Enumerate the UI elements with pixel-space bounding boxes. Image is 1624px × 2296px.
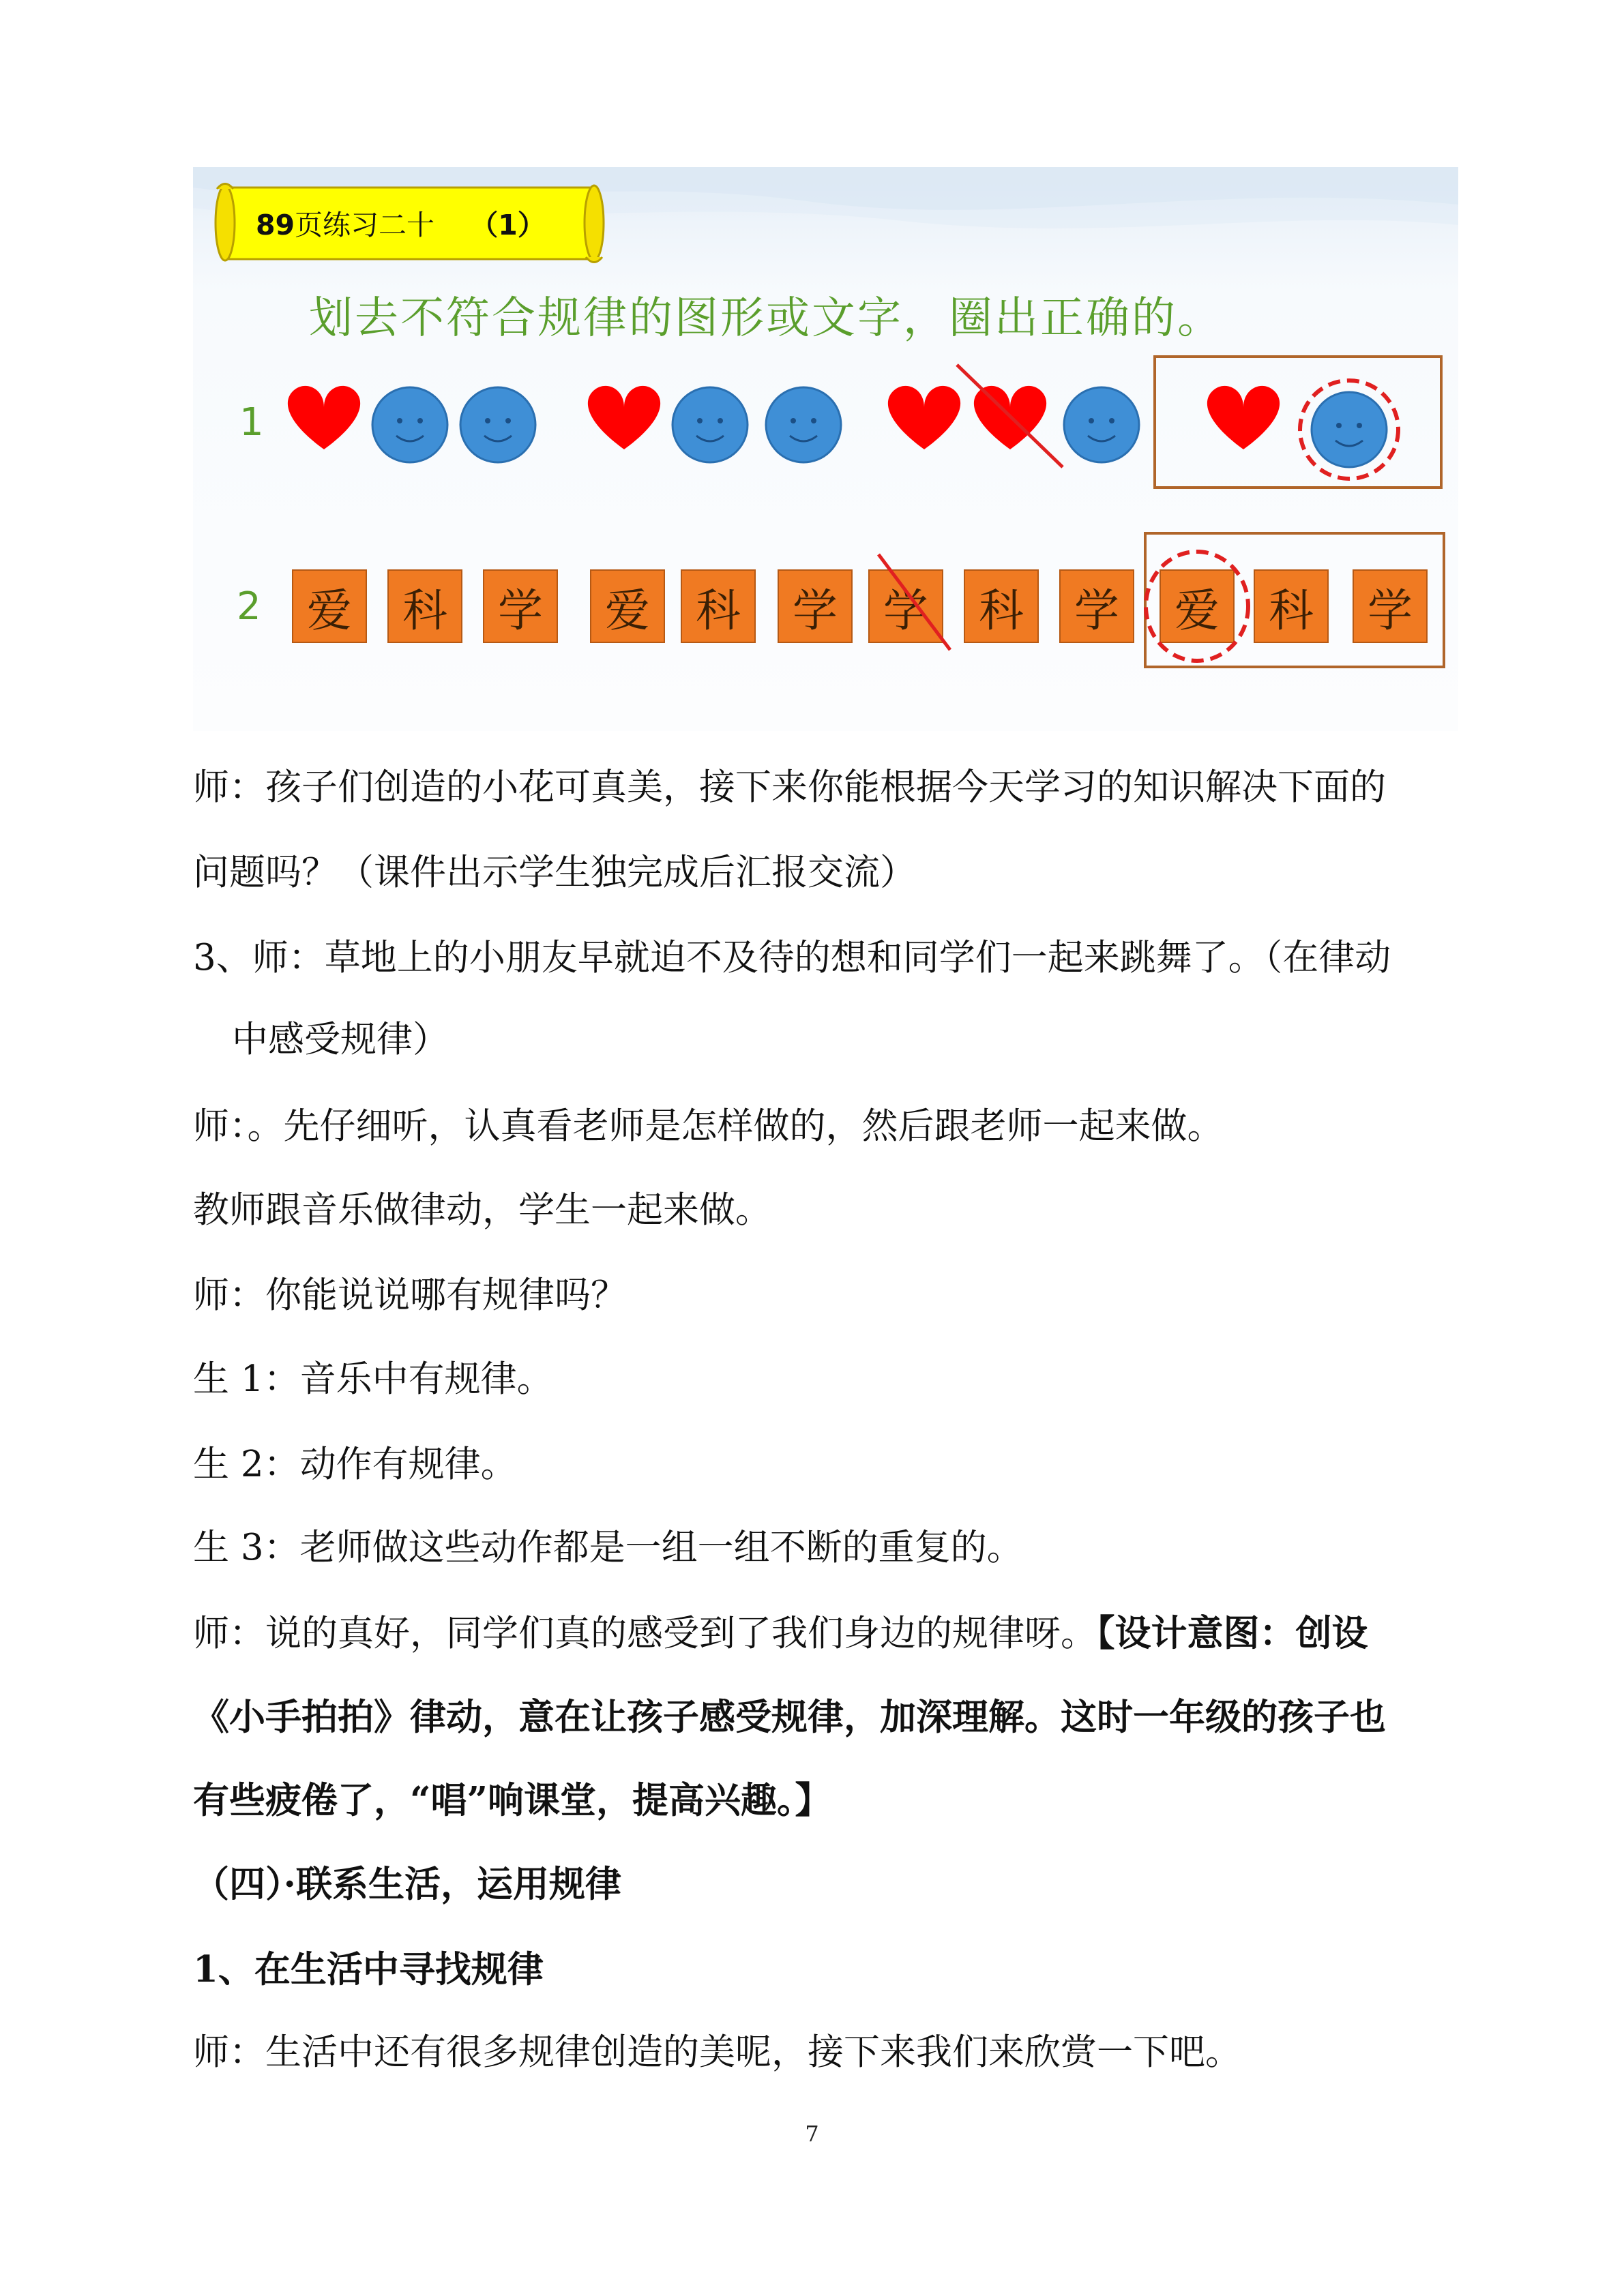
paragraph: 问题吗？（课件出示学生独完成后汇报交流） [193,852,916,893]
char-card: 学 [778,569,853,643]
paragraph: 师：你能说说哪有规律吗？ [193,1274,627,1316]
char-card: 科 [681,569,756,643]
char-card: 学 [868,569,943,643]
char-card: 爱 [590,569,665,643]
char-card: 学 [483,569,558,643]
char-card: 爱 [1160,569,1235,643]
page-number: 7 [805,2121,819,2147]
slide-title: 89页练习二十 （1） [256,209,546,241]
design-intent-bold: 【设计意图：创设 [1097,1612,1368,1654]
row-2-marks [193,167,1458,731]
char-card: 爱 [292,569,367,643]
paragraph: 生 2：动作有规律。 [193,1444,517,1485]
paragraph: 生 3：老师做这些动作都是一组一组不断的重复的。 [193,1527,1023,1568]
circle-mark [1146,552,1248,661]
paragraph: 中感受规律） [232,1019,449,1060]
char-card: 科 [387,569,462,643]
paragraph: 师：。先仔细听，认真看老师是怎样做的，然后跟老师一起来做。 [193,1105,1224,1147]
paragraph: 生 1：音乐中有规律。 [193,1358,553,1400]
paragraph: 师：孩子们创造的小花可真美，接下来你能根据今天学习的知识解决下面的 [193,766,1386,808]
row-2-label: 2 [237,584,261,629]
section-heading: （四）·联系生活，运用规律 [193,1863,621,1905]
strike-mark [879,554,950,650]
design-intent-bold: 有些疲倦了，“唱”响课堂，提高兴趣。】 [193,1779,831,1821]
char-card: 科 [964,569,1039,643]
char-card: 科 [1254,569,1329,643]
paragraph: 教师跟音乐做律动，学生一起来做。 [193,1189,771,1231]
slide-instruction: 划去不符合规律的图形或文字，圈出正确的。 [309,293,1223,344]
paragraph [193,1613,1458,1654]
exercise-slide [193,167,1458,731]
paragraph: 3、师：草地上的小朋友早就迫不及待的想和同学们一起来跳舞了。（在律动 [193,937,1391,979]
paragraph-text: 师：说的真好，同学们真的感受到了我们身边的规律呀。 [193,1613,1097,1654]
subsection-heading: 1、在生活中寻找规律 [193,1948,544,1991]
row-1-label: 1 [239,400,264,445]
design-intent-bold: 《小手拍拍》律动，意在让孩子感受规律，加深理解。这时一年级的孩子也 [193,1696,1386,1738]
char-card: 学 [1059,569,1134,643]
paragraph: 师：生活中还有很多规律创造的美呢，接下来我们来欣赏一下吧。 [193,2031,1241,2073]
char-card: 学 [1353,569,1428,643]
